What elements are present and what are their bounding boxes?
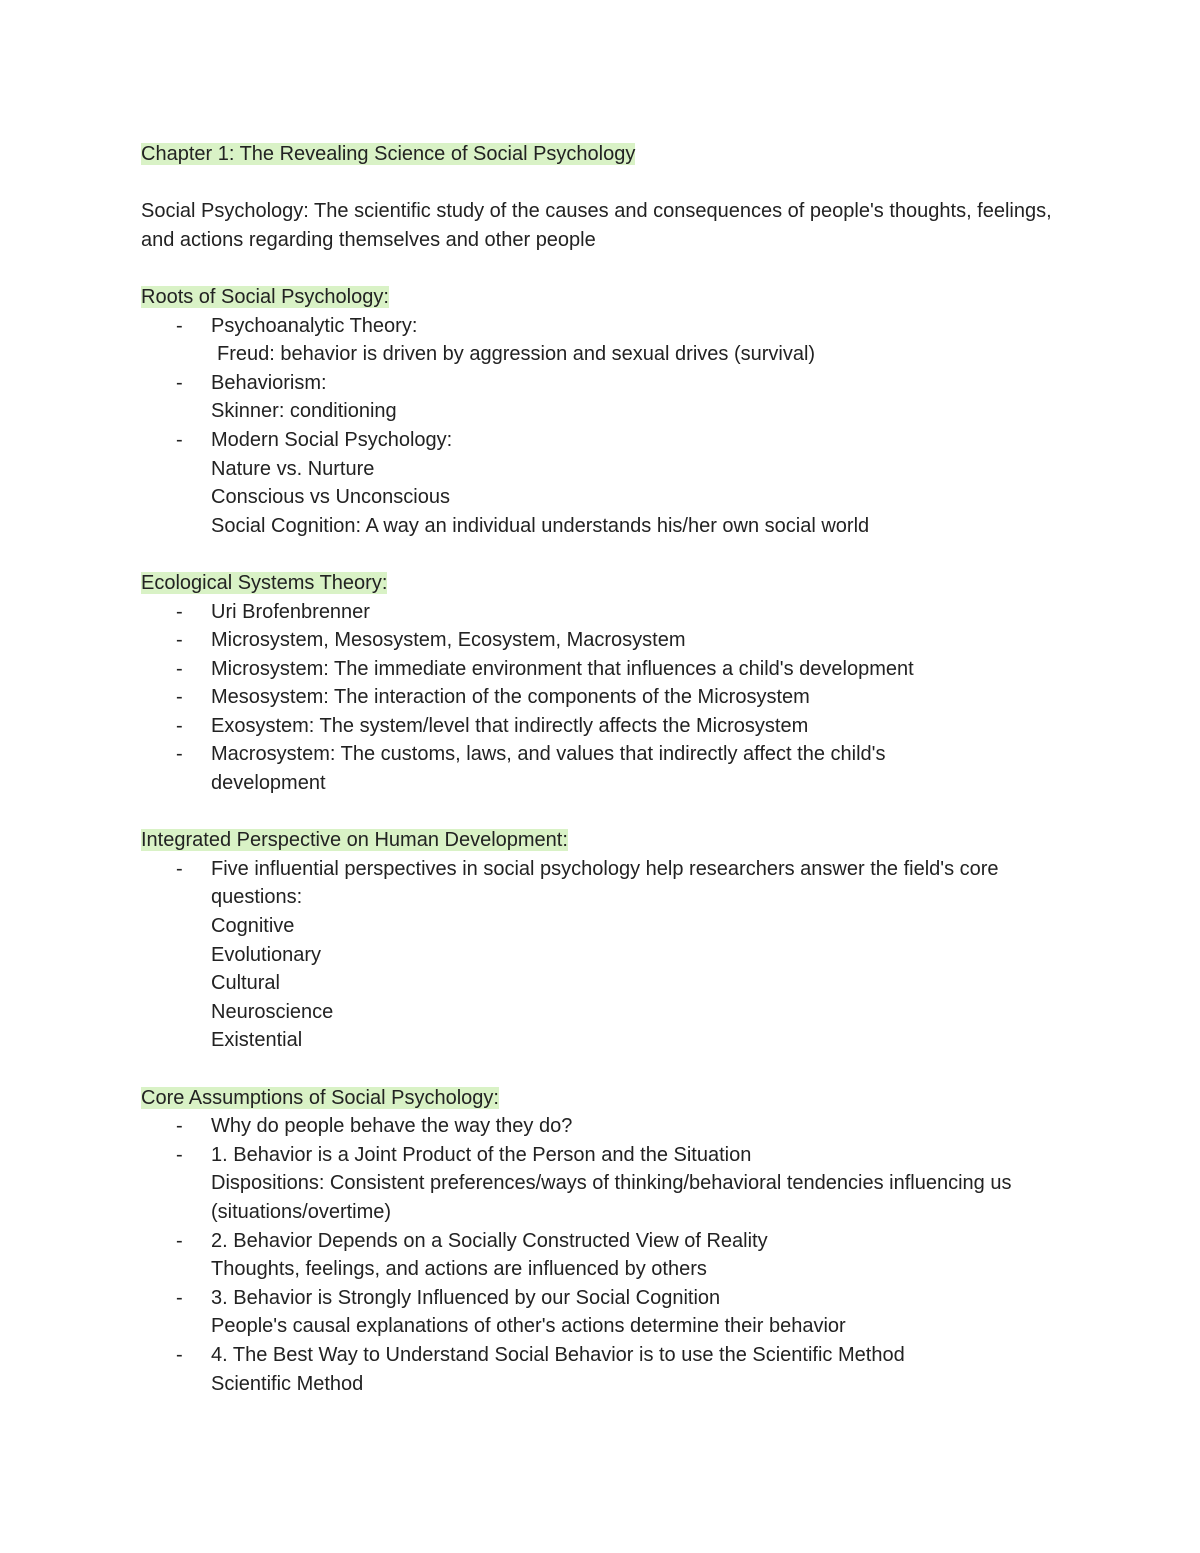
list-item <box>141 1227 1061 1284</box>
list-item <box>141 426 1061 540</box>
core-heading-line <box>141 1084 1061 1113</box>
list-item-text: Macrosystem: The customs, laws, and values that indirectly affect the child's development <box>211 743 886 795</box>
list-item-text: Why do people behave the way they do? <box>211 1115 573 1138</box>
spacer <box>141 254 1061 283</box>
list-item <box>141 683 1061 712</box>
ecological-heading: Ecological Systems Theory: <box>141 571 388 594</box>
dash-bullet: - <box>176 1343 183 1366</box>
list-item <box>141 598 1061 627</box>
list-item-subline: Neuroscience <box>211 1000 334 1023</box>
list-item-subline: Social Cognition: A way an individual understands his/her own social world <box>211 514 870 537</box>
integrated-heading-line <box>141 826 1061 855</box>
dash-bullet: - <box>176 657 183 680</box>
definition-paragraph: Social Psychology: The scientific study of the causes and consequences of people's thoughts, feelings, and actions regarding themselves and other people <box>141 200 1052 251</box>
list-item-subline: Freud: behavior is driven by aggression and sexual drives (survival) <box>217 343 816 366</box>
ecological-heading-line <box>141 569 1061 598</box>
list-item-text: Five influential perspectives in social psychology help researchers answer the field's core questions: <box>211 857 999 909</box>
list-item-subline: Nature vs. Nurture <box>211 457 375 480</box>
dash-bullet: - <box>176 1143 183 1166</box>
list-item-text: Mesosystem: The interaction of the components of the Microsystem <box>211 686 810 709</box>
list-item-subline: Existential <box>211 1029 303 1052</box>
integrated-heading: Integrated Perspective on Human Development: <box>141 829 568 852</box>
dash-bullet: - <box>176 743 183 766</box>
list-item <box>141 1341 1061 1398</box>
list-item-text: 2. Behavior Depends on a Socially Constructed View of Reality <box>211 1229 768 1252</box>
dash-bullet: - <box>176 714 183 737</box>
list-item-subline: Evolutionary <box>211 943 322 966</box>
list-item <box>141 626 1061 655</box>
chapter-title-line <box>141 140 1061 169</box>
list-item-subline: Thoughts, feelings, and actions are influenced by others <box>211 1258 707 1281</box>
spacer <box>141 1055 1061 1084</box>
list-item-text: Microsystem, Mesosystem, Ecosystem, Macrosystem <box>211 629 686 652</box>
list-item-text: Modern Social Psychology: <box>211 428 453 451</box>
list-item <box>141 712 1061 741</box>
dash-bullet: - <box>176 314 183 337</box>
dash-bullet: - <box>176 1229 183 1252</box>
list-item-subline: Scientific Method <box>211 1372 364 1395</box>
list-item-subline: Dispositions: Consistent preferences/ways of thinking/behavioral tendencies influencing us (situations/overtime) <box>211 1172 1012 1223</box>
list-item-text: 1. Behavior is a Joint Product of the Person and the Situation <box>211 1143 752 1166</box>
list-item <box>141 740 1061 797</box>
dash-bullet: - <box>176 629 183 652</box>
spacer <box>141 540 1061 569</box>
spacer <box>141 798 1061 827</box>
list-item <box>141 312 1061 369</box>
list-item-text: 3. Behavior is Strongly Influenced by our Social Cognition <box>211 1286 721 1309</box>
list-item-subline: People's causal explanations of other's actions determine their behavior <box>211 1315 846 1338</box>
roots-list <box>141 312 1061 541</box>
list-item-text: Microsystem: The immediate environment that influences a child's development <box>211 657 914 680</box>
chapter-title: Chapter 1: The Revealing Science of Social Psychology <box>141 143 636 165</box>
list-item <box>141 1141 1061 1227</box>
dash-bullet: - <box>176 1286 183 1309</box>
list-item <box>141 369 1061 426</box>
dash-bullet: - <box>176 686 183 709</box>
spacer <box>141 169 1061 198</box>
list-item-text: Psychoanalytic Theory: <box>211 314 418 337</box>
dash-bullet: - <box>176 428 183 451</box>
roots-heading-line <box>141 283 1061 312</box>
dash-bullet: - <box>176 371 183 394</box>
dash-bullet: - <box>176 857 183 880</box>
list-item <box>141 655 1061 684</box>
list-item-subline: Cognitive <box>211 915 295 938</box>
list-item-text: Uri Brofenbrenner <box>211 600 370 623</box>
ecological-list <box>141 598 1061 798</box>
dash-bullet: - <box>176 600 183 623</box>
integrated-list <box>141 855 1061 1055</box>
list-item-subline: Conscious vs Unconscious <box>211 486 450 509</box>
roots-heading: Roots of Social Psychology: <box>141 285 389 308</box>
core-list <box>141 1112 1061 1398</box>
list-item-text: Exosystem: The system/level that indirectly affects the Microsystem <box>211 714 809 737</box>
document-page <box>141 140 1061 1398</box>
list-item-subline: Cultural <box>211 972 280 995</box>
list-item <box>141 1112 1061 1141</box>
dash-bullet: - <box>176 1115 183 1138</box>
core-heading: Core Assumptions of Social Psychology: <box>141 1086 499 1109</box>
list-item-text: 4. The Best Way to Understand Social Behavior is to use the Scientific Method <box>211 1343 905 1366</box>
list-item <box>141 1284 1061 1341</box>
list-item <box>141 855 1061 1055</box>
list-item-text: Behaviorism: <box>211 371 327 394</box>
list-item-subline: Skinner: conditioning <box>211 400 397 423</box>
